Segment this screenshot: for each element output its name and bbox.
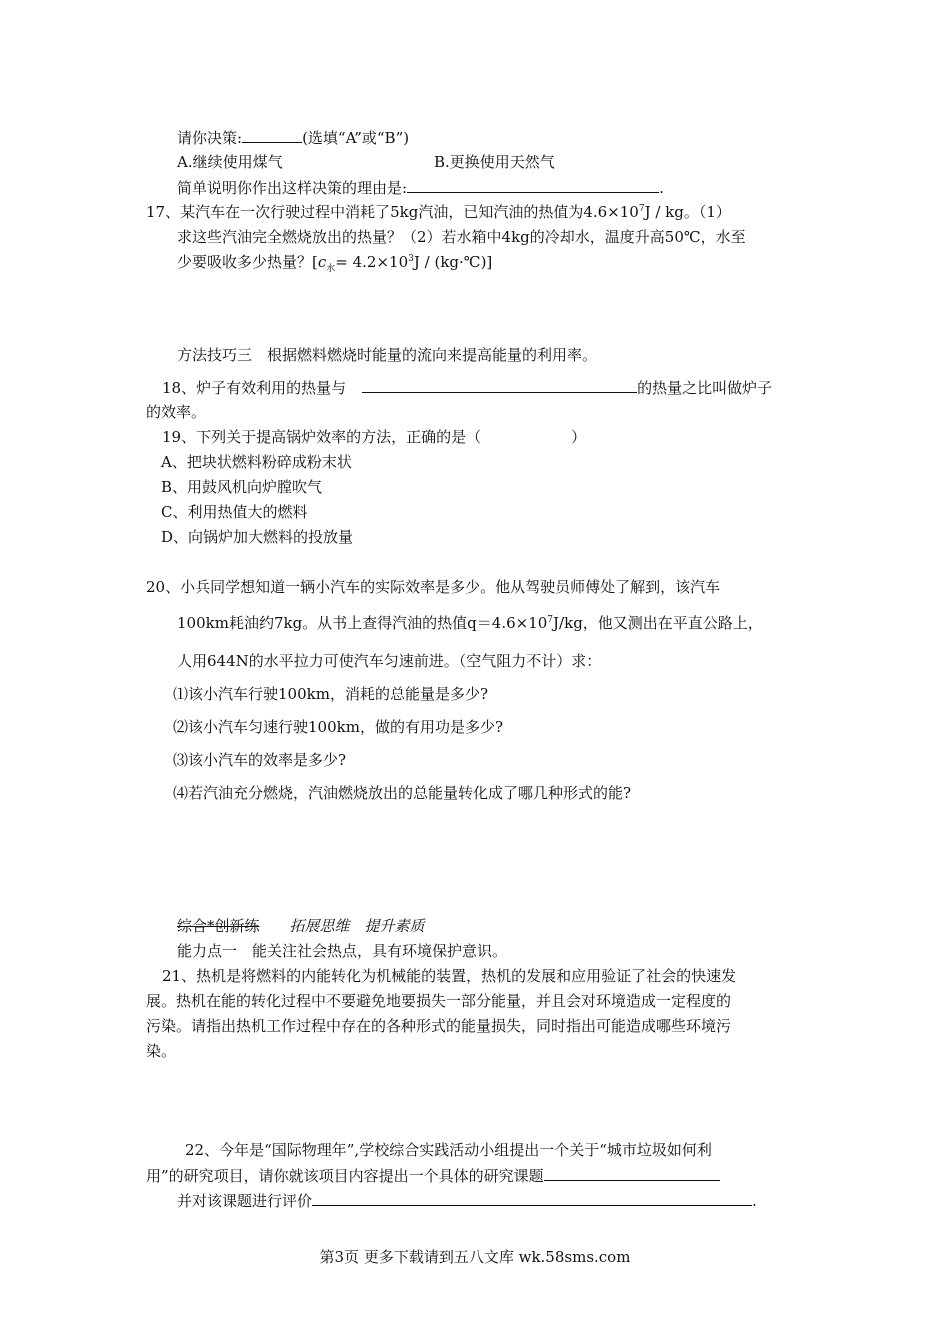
q17-line1 — [146, 202, 731, 222]
q18-line2: 的效率。 — [146, 403, 207, 421]
q19-option-d: D、向锅炉加大燃料的投放量 — [161, 528, 354, 546]
method3-heading: 方法技巧三 根据燃料燃烧时能量的流向来提高能量的利用率。 — [177, 346, 598, 364]
page-footer: 第3页 更多下载请到五八文库 wk.58sms.com — [319, 1248, 631, 1266]
q20-line3: 人用644N的水平拉力可使汽车匀速前进。（空气阻力不计）求： — [177, 652, 602, 670]
q17-c-sub: 水 — [326, 264, 336, 274]
q22-line1: 22、今年是“国际物理年”,学校综合实践活动小组提出一个关于“城市垃圾如何利 — [185, 1141, 712, 1159]
q20-sub4: ⑷若汽油充分燃烧，汽油燃烧放出的总能量转化成了哪几种形式的能? — [173, 784, 632, 802]
q18-line1-b: 的热量之比叫做炉子 — [637, 379, 773, 397]
q16-decide-line — [177, 127, 409, 148]
q16-decide-blank[interactable] — [242, 127, 302, 143]
q17-line3-exp: 3 — [408, 254, 414, 264]
q16-option-a: A.继续使用煤气 — [177, 153, 283, 171]
q17-line1-exp: 7 — [638, 204, 645, 214]
q22-line2-text: 用”的研究项目，请你就该项目内容提出一个具体的研究课题 — [146, 1167, 544, 1185]
q16-reason-label: 简单说明你作出这样决策的理由是: — [177, 179, 408, 197]
q16-decide-hint: (选填“A”或“B”) — [302, 129, 410, 147]
q19-option-b: B、用鼓风机向炉膛吹气 — [161, 478, 323, 496]
q21-line4: 染。 — [146, 1042, 177, 1060]
q20-line2-exp: 7 — [547, 615, 554, 625]
q16-reason-line — [177, 177, 664, 198]
q22-line3-text: 并对该课题进行评价 — [177, 1192, 313, 1210]
q16-reason-end: . — [659, 179, 664, 197]
q16-decide-label: 请你决策: — [177, 129, 243, 147]
q21-line2: 展。热机在能的转化过程中不要避免地要损失一部分能量，并且会对环境造成一定程度的 — [146, 992, 732, 1010]
q22-line3-end: . — [752, 1192, 757, 1210]
section-title: 综合*创新练 — [177, 917, 260, 935]
q18-line1 — [162, 377, 772, 398]
q20-line2-a: 100km耗油约7kg。从书上查得汽油的热值q＝4.6×10 — [177, 614, 548, 632]
q19-option-a: A、把块状燃料粉碎成粉末状 — [161, 453, 352, 471]
q20-line2 — [177, 613, 763, 633]
q20-sub2: ⑵该小汽车匀速行驶100km，做的有用功是多少? — [173, 718, 503, 736]
q17-line1-end: J / kg。（1） — [644, 203, 731, 221]
ability1-heading: 能力点一 能关注社会热点，具有环境保护意识。 — [177, 942, 508, 960]
q18-blank[interactable] — [362, 377, 637, 393]
q17-line3-a: 少要吸收多少热量？[ — [177, 253, 318, 271]
q22-line3 — [177, 1190, 757, 1211]
q17-line2: 求这些汽油完全燃烧放出的热量？（2）若水箱中4kg的冷却水，温度升高50℃，水至 — [177, 228, 746, 246]
q17-c-symbol: c — [317, 253, 327, 271]
q19-option-c: C、利用热值大的燃料 — [161, 503, 308, 521]
q16-reason-blank[interactable] — [407, 177, 659, 193]
q21-line3: 污染。请指出热机工作过程中存在的各种形式的能量损失，同时指出可能造成哪些环境污 — [146, 1017, 732, 1035]
q17-line3-end: J / (kg·℃)] — [413, 253, 493, 271]
q20-sub3: ⑶该小汽车的效率是多少? — [173, 751, 347, 769]
q20-sub1: ⑴该小汽车行驶100km，消耗的总能量是多少? — [173, 685, 488, 703]
q18-line1-a: 18、炉子有效利用的热量与 — [162, 379, 347, 397]
q17-line3-b: = 4.2×10 — [335, 253, 409, 271]
section-subtitle: 拓展思维 提升素质 — [289, 917, 425, 935]
q21-line1: 21、热机是将燃料的内能转化为机械能的装置，热机的发展和应用验证了社会的快速发 — [162, 967, 737, 985]
q22-eval-blank[interactable] — [312, 1190, 752, 1206]
q22-topic-blank[interactable] — [544, 1165, 720, 1181]
q19-stem: 19、下列关于提高锅炉效率的方法，正确的是（ ） — [162, 428, 587, 446]
q16-option-b: B.更换使用天然气 — [434, 153, 555, 171]
section-heading — [177, 916, 425, 936]
q22-line2 — [146, 1165, 720, 1186]
q17-line1-text: 17、某汽车在一次行驶过程中消耗了5kg汽油，已知汽油的热值为4.6×10 — [146, 203, 639, 221]
q20-line1: 20、小兵同学想知道一辆小汽车的实际效率是多少。他从驾驶员师傅处了解到，该汽车 — [146, 578, 721, 596]
q20-line2-b: J/kg，他又测出在平直公路上， — [553, 614, 763, 632]
q17-line3 — [177, 252, 492, 272]
